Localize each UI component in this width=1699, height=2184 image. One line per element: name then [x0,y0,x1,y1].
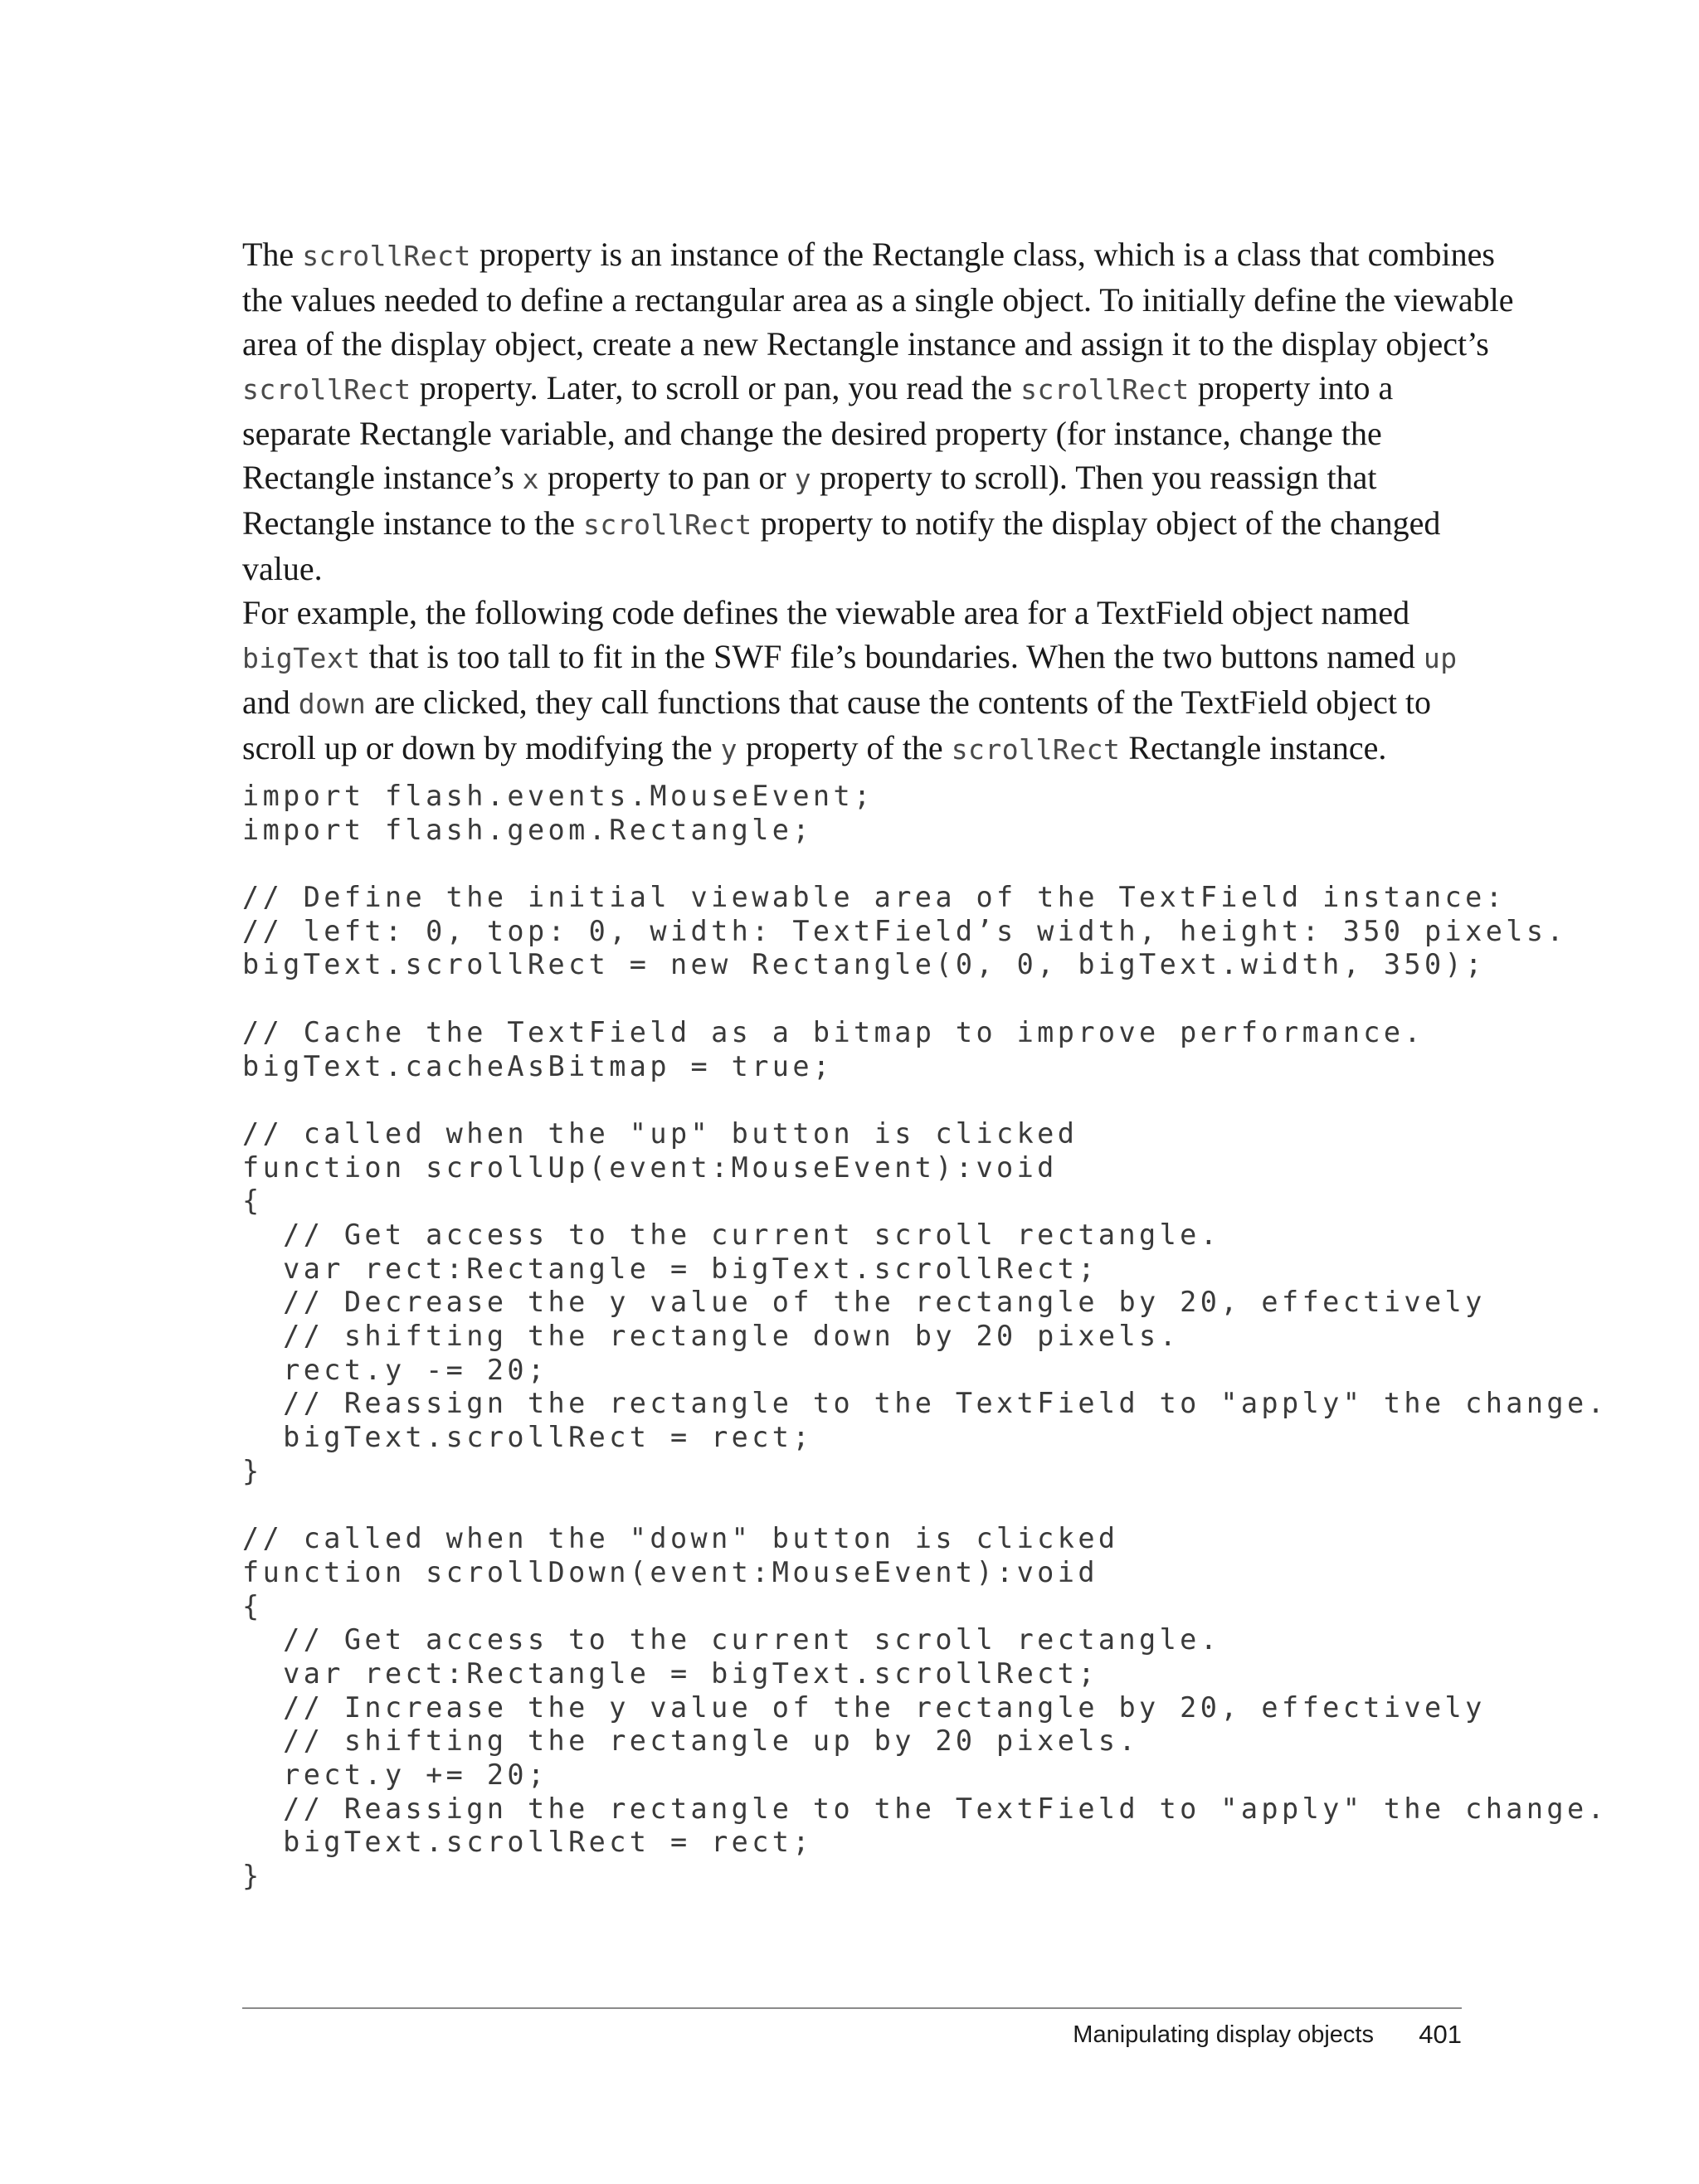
text-run: Rectangle instance to the [242,504,583,542]
code-line: bigText.scrollRect = rect; [242,1421,813,1454]
code-line: } [242,1860,263,1892]
page-number: 401 [1419,2020,1462,2049]
text-line [242,635,1458,680]
code-line [242,1083,1487,1117]
inline-code: y [794,463,812,495]
text-run: property to pan or [539,459,795,496]
code-line: // Get access to the current scroll rectangle. [242,1218,1221,1251]
paragraph-scrollrect-intro [242,232,1514,591]
code-line: // shifting the rectangle up by 20 pixels. [242,1724,1140,1758]
text-run: are clicked, they call functions that cause the contents of the TextField object to [366,683,1432,721]
code-line: { [242,1589,263,1622]
inline-code: scrollRect [302,240,471,272]
text-line [242,366,1453,411]
text-line [242,501,1453,547]
code-line: } [242,1454,263,1487]
inline-code: scrollRect [951,733,1121,766]
text-run: Rectangle instance’s [242,459,523,496]
footer-section-title: Manipulating display objects [1073,2021,1374,2048]
code-line: import flash.events.MouseEvent; [242,780,874,812]
code-line: bigText.cacheAsBitmap = true; [242,1049,834,1082]
text-line: the values needed to define a rectangular area as a single object. To initially define the viewable [242,281,1514,319]
code-line: // Reassign the rectangle to the TextField to "apply" the change. [242,1387,1609,1420]
text-line: separate Rectangle variable, and change the desired property (for instance, change the [242,415,1382,452]
text-run: Rectangle instance. [1120,729,1387,766]
inline-code: scrollRect [582,508,752,541]
text-line [242,680,1453,726]
code-line: { [242,1184,263,1218]
code-line: bigText.scrollRect = new Rectangle(0, 0, bigText.width, 350); [242,948,1486,981]
text-run: scroll up or down by modifying the [242,729,721,766]
text-run: and [242,683,299,721]
text-run: property into a [1189,369,1394,406]
inline-code: up [1423,642,1458,674]
code-line: var rect:Rectangle = bigText.scrollRect; [242,1656,1098,1690]
text-run: property of the [737,729,952,766]
inline-code: x [522,463,540,495]
code-line: function scrollUp(event:MouseEvent):void [242,1150,1058,1184]
text-line [242,455,1453,501]
code-line [242,1488,1487,1522]
inline-code: scrollRect [242,373,411,406]
text-run: property to notify the display object of the changed [752,504,1441,542]
text-line [242,232,1495,278]
text-run: property to scroll). Then you reassign that [811,459,1377,496]
code-line: rect.y -= 20; [242,1353,548,1386]
text-run: that is too tall to fit in the SWF file’s boundaries. When the two buttons named [360,638,1424,675]
footer-divider [242,2007,1462,2009]
code-line: // shifting the rectangle down by 20 pixels. [242,1320,1181,1352]
code-line: // Cache the TextField as a bitmap to improve performance. [242,1015,1424,1048]
code-line: // Get access to the current scroll rectangle. [242,1623,1221,1656]
inline-code: bigText [242,642,361,674]
code-line: // Increase the y value of the rectangle by 20, effectively [242,1690,1486,1724]
inline-code: down [298,688,367,720]
code-listing [242,780,1609,1894]
code-line: // Define the initial viewable area of the TextField instance: [242,881,1507,914]
code-line: // called when the "up" button is clicked [242,1116,1078,1150]
text-line: area of the display object, create a new Rectangle instance and assign it to the display object’s [242,325,1489,362]
code-line: // Reassign the rectangle to the TextField to "apply" the change. [242,1792,1609,1825]
code-line: // called when the "down" button is clicked [242,1522,1119,1555]
code-line [242,982,1487,1016]
code-line: // Decrease the y value of the rectangle by 20, effectively [242,1286,1486,1319]
text-line [242,726,1453,771]
text-run: property is an instance of the Rectangle class, which is a class that combines [470,236,1495,273]
code-line: function scrollDown(event:MouseEvent):void [242,1555,1098,1588]
inline-code: scrollRect [1020,373,1190,406]
text-line: For example, the following code defines the viewable area for a TextField object named [242,594,1410,631]
code-line [242,847,1487,881]
code-line: rect.y += 20; [242,1758,548,1791]
code-line: bigText.scrollRect = rect; [242,1826,813,1859]
code-line: import flash.geom.Rectangle; [242,813,813,846]
text-run: The [242,236,303,273]
code-line: // left: 0, top: 0, width: TextField’s width, height: 350 pixels. [242,914,1567,947]
paragraph-example-intro [242,591,1458,771]
inline-code: y [720,733,738,766]
code-line: var rect:Rectangle = bigText.scrollRect; [242,1252,1098,1285]
text-run: property. Later, to scroll or pan, you read the [411,369,1021,406]
text-line: value. [242,550,323,587]
